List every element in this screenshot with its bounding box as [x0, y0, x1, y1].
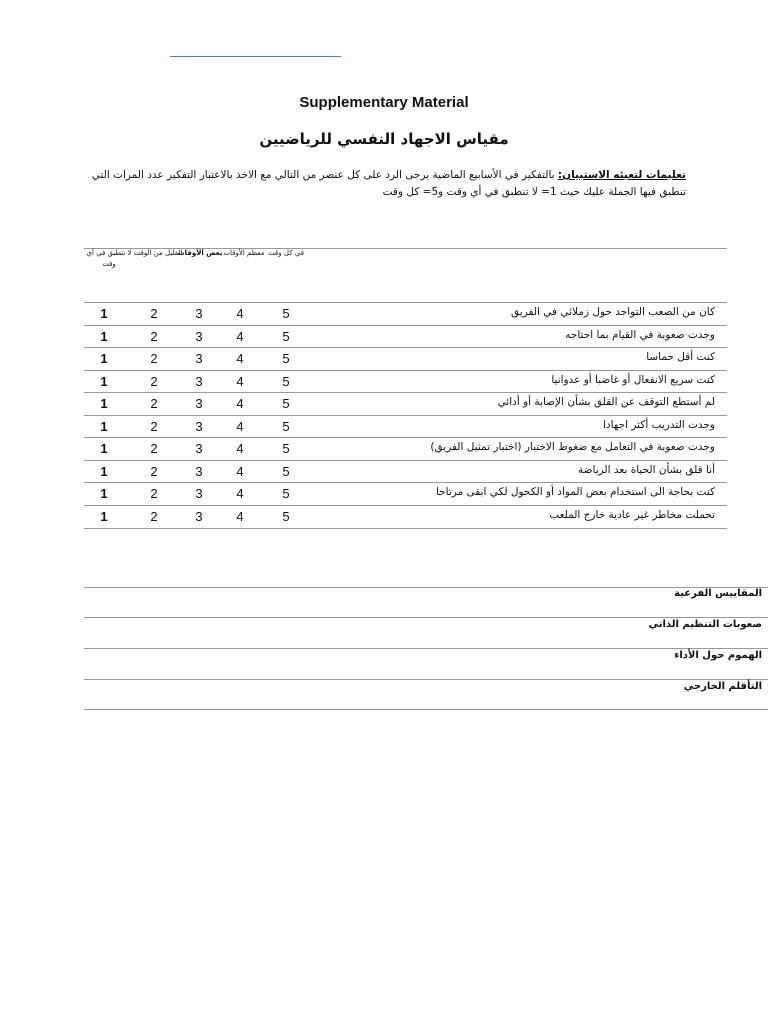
subscales-divider [84, 617, 768, 618]
rating-value: 5 [282, 328, 290, 344]
column-header-sometimes: بعض الأوقات [177, 249, 223, 257]
rating-value: 4 [236, 418, 244, 434]
item-statement: كنت بحاجة الى استخدام بعض المواد أو الكحول لكي ابقى مرتاحا [435, 486, 715, 498]
table-row [84, 302, 727, 325]
rating-value: 5 [282, 351, 290, 366]
rating-value: 1 [100, 373, 108, 389]
rating-value: 2 [150, 441, 158, 456]
rating-value: 1 [100, 396, 108, 411]
subscales-divider [84, 648, 768, 649]
rating-value: 1 [100, 508, 108, 524]
rating-value: 3 [195, 463, 203, 479]
item-statement: كنت أقل حماسا [646, 351, 715, 363]
rating-value: 2 [150, 396, 158, 411]
rating-value: 3 [195, 306, 203, 321]
rating-value: 5 [282, 306, 290, 321]
rating-value: 4 [236, 486, 244, 501]
table-row [84, 482, 727, 505]
table-row [84, 505, 727, 529]
rating-value: 4 [236, 441, 244, 456]
rating-value: 2 [150, 373, 158, 389]
rating-value: 5 [282, 418, 290, 434]
subscale-external-coping: التأقلم الخارجي [683, 681, 762, 692]
rating-value: 3 [195, 486, 203, 501]
rating-value: 2 [150, 463, 158, 479]
rating-value: 3 [195, 328, 203, 344]
rating-value: 1 [100, 351, 108, 366]
rating-value: 4 [236, 351, 244, 366]
rating-value: 3 [195, 351, 203, 366]
item-statement: وجدت صعوبة في القيام بما احتاجه [565, 328, 715, 341]
table-row [84, 437, 727, 460]
subscales-divider [84, 587, 768, 588]
rating-value: 3 [195, 396, 203, 411]
column-header-often: معظم الأوقات [223, 249, 265, 257]
rating-value: 3 [195, 508, 203, 524]
instructions-label: تعليمات لتعبئه الاستبيان: [557, 169, 686, 181]
rating-value: 1 [100, 463, 108, 479]
item-statement: لم أستطع التوقف عن القلق بشأن الإصابة أو أدائي [497, 396, 715, 408]
rating-value: 3 [195, 418, 203, 434]
item-statement: وجدت التدريب أكثر اجهادا [603, 418, 715, 431]
rating-value: 3 [195, 373, 203, 389]
rating-value: 4 [236, 508, 244, 524]
rating-value: 4 [236, 373, 244, 389]
rating-value: 5 [282, 463, 290, 479]
rating-value: 5 [282, 396, 290, 411]
rating-value: 2 [150, 418, 158, 434]
column-header-never: لا تنطبق في أي وقت [86, 249, 132, 268]
subscale-performance-concerns: الهموم حول الأداء [674, 650, 762, 661]
table-row [84, 347, 727, 370]
rating-value: 5 [282, 373, 290, 389]
subscales-divider [84, 709, 768, 710]
rating-value: 1 [100, 486, 108, 501]
table-row [84, 370, 727, 393]
column-header-always: في كل وقت [268, 249, 304, 257]
rating-value: 2 [150, 486, 158, 501]
rating-value: 4 [236, 328, 244, 344]
subscales-divider [84, 679, 768, 680]
item-statement: تحملت مخاطر غير عادية خارج الملعب [549, 508, 715, 521]
table-row [84, 415, 727, 438]
document-title: Supplementary Material [299, 94, 469, 111]
rating-value: 2 [150, 508, 158, 524]
item-statement: أنا قلق بشأن الحياة بعد الرياضة [577, 463, 715, 476]
scale-title: مقياس الاجهاد النفسي للرياضيين [259, 130, 509, 148]
subscales-heading: المقاييس الفرعية [674, 588, 762, 599]
rating-value: 5 [282, 441, 290, 456]
rating-value: 1 [100, 328, 108, 344]
instructions [76, 167, 686, 201]
rating-value: 4 [236, 396, 244, 411]
subscale-self-regulation: صعوبات التنظيم الذاتي [648, 619, 762, 630]
rating-value: 4 [236, 463, 244, 479]
rating-value: 1 [100, 441, 108, 456]
rating-value: 4 [236, 306, 244, 321]
rating-value: 2 [150, 328, 158, 344]
rating-value: 2 [150, 306, 158, 321]
table-row [84, 325, 727, 348]
rating-value: 1 [100, 306, 108, 321]
item-statement: كان من الصعب التواجد حول زملائي في الفريق [511, 306, 715, 318]
instructions-text: بالتفكير في الأسابيع الماضية يرجى الرد على كل عنصر من التالي مع الاخذ بالاعتبار التفكير عدد المرات التي تنطبق فيها الجملة عليك حيث 1= لا تنطبق في أي وقت و5= كل وقت [91, 169, 686, 198]
rating-value: 3 [195, 441, 203, 456]
item-statement: وجدت صعوبة في التعامل مع ضغوط الاختبار (اختبار تمثيل الفريق) [430, 441, 715, 453]
rating-value: 1 [100, 418, 108, 434]
hyperlink-underline[interactable] [170, 56, 341, 57]
column-header-rarely: القليل من الوقت [133, 249, 183, 257]
table-row [84, 460, 727, 483]
rating-value: 5 [282, 486, 290, 501]
item-statement: كنت سريع الانفعال أو غاضبا أو عدوانيا [551, 373, 715, 386]
rating-value: 2 [150, 351, 158, 366]
table-row [84, 392, 727, 415]
rating-value: 5 [282, 508, 290, 524]
